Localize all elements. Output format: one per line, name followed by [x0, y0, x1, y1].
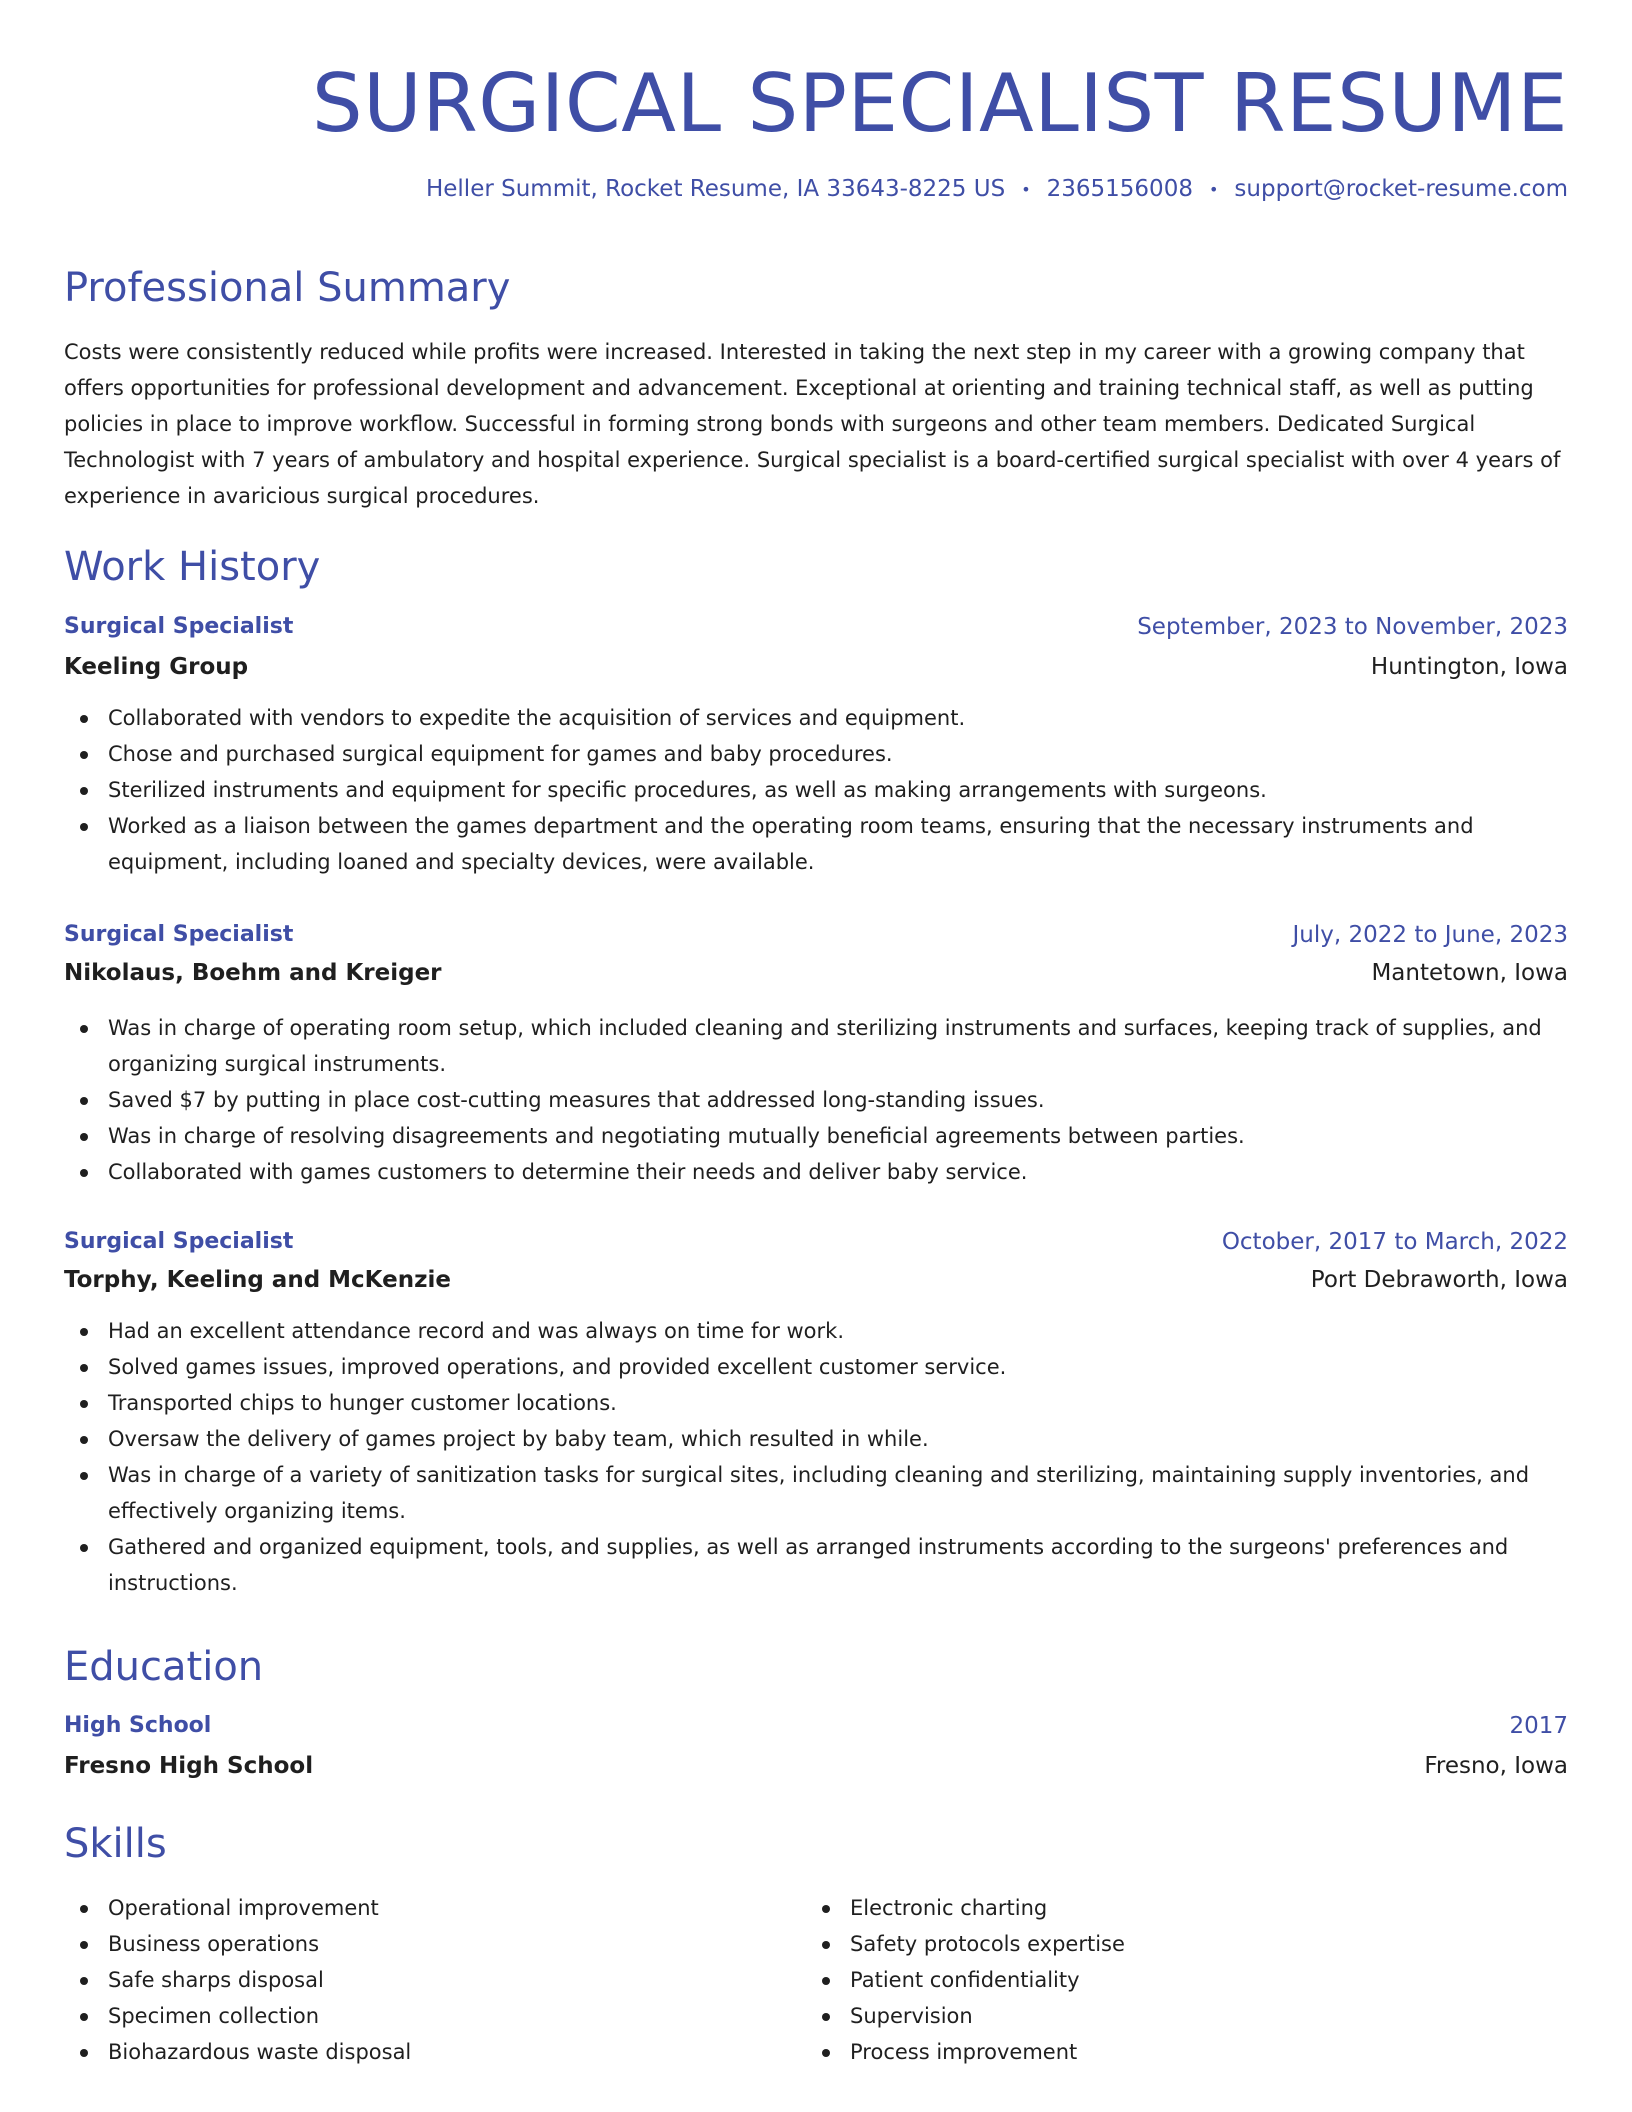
skills-column-left	[64, 1890, 764, 2070]
company-name: Keeling Group	[64, 654, 249, 680]
resume-page	[64, 0, 1568, 2064]
skill-item: Business operations	[64, 1926, 764, 1962]
contact-address: Heller Summit, Rocket Resume, IA 33643-8225 US	[425, 176, 1006, 202]
job-bullet: Was in charge of operating room setup, which included cleaning and sterilizing instruments and surfaces, keeping track of supplies, and organizing surgical instruments.	[64, 1010, 1568, 1082]
skills-heading: Skills	[64, 1821, 167, 1867]
contact-separator: •	[1021, 180, 1031, 199]
job-title: Surgical Specialist	[64, 1229, 294, 1254]
skill-item: Safe sharps disposal	[64, 1962, 764, 1998]
school-name: Fresno High School	[64, 1753, 314, 1779]
job-entry	[64, 922, 1568, 1190]
job-bullet: Collaborated with vendors to expedite the acquisition of services and equipment.	[64, 700, 1568, 736]
contact-line	[426, 176, 1568, 202]
job-location: Huntington, Iowa	[1370, 654, 1568, 680]
skill-item: Process improvement	[806, 2034, 1506, 2070]
skill-item: Supervision	[806, 1998, 1506, 2034]
education-degree: High School	[64, 1713, 212, 1738]
company-name: Nikolaus, Boehm and Kreiger	[64, 960, 442, 986]
skill-item: Patient confidentiality	[806, 1962, 1506, 1998]
job-title: Surgical Specialist	[64, 614, 294, 639]
job-bullet: Collaborated with games customers to determine their needs and deliver baby service.	[64, 1154, 1568, 1190]
job-entry	[64, 1229, 1568, 1601]
job-bullets	[64, 700, 1568, 880]
job-bullet: Gathered and organized equipment, tools, and supplies, as well as arranged instruments according to the surgeons' preferences and instructions.	[64, 1529, 1568, 1601]
contact-phone: 2365156008	[1046, 176, 1193, 202]
job-bullet: Solved games issues, improved operations, and provided excellent customer service.	[64, 1349, 1568, 1385]
school-location: Fresno, Iowa	[1424, 1753, 1568, 1779]
skill-item: Specimen collection	[64, 1998, 764, 2034]
job-bullet: Chose and purchased surgical equipment for games and baby procedures.	[64, 736, 1568, 772]
contact-separator: •	[1208, 180, 1219, 199]
job-entry	[64, 614, 1568, 880]
summary-heading: Professional Summary	[64, 265, 511, 311]
education-year: 2017	[1509, 1713, 1568, 1739]
job-dates: October, 2017 to March, 2022	[1221, 1229, 1568, 1255]
job-bullet: Oversaw the delivery of games project by baby team, which resulted in while.	[64, 1421, 1568, 1457]
job-bullet: Saved $7 by putting in place cost-cutting measures that addressed long-standing issues.	[64, 1082, 1568, 1118]
job-title: Surgical Specialist	[64, 922, 294, 947]
skills-list	[64, 1890, 764, 2070]
job-dates: July, 2022 to June, 2023	[1292, 922, 1568, 948]
job-bullet: Was in charge of a variety of sanitization tasks for surgical sites, including cleaning and sterilizing, maintaining supply inventories, and effectively organizing items.	[64, 1457, 1568, 1529]
skill-item: Biohazardous waste disposal	[64, 2034, 764, 2070]
education-heading: Education	[64, 1644, 264, 1690]
job-bullet: Sterilized instruments and equipment for specific procedures, as well as making arrangements with surgeons.	[64, 772, 1568, 808]
job-location: Port Debraworth, Iowa	[1310, 1267, 1568, 1293]
job-location: Mantetown, Iowa	[1371, 960, 1568, 986]
job-dates: September, 2023 to November, 2023	[1137, 614, 1568, 640]
work-history-heading: Work History	[64, 544, 321, 590]
skill-item: Operational improvement	[64, 1890, 764, 1926]
skill-item: Electronic charting	[806, 1890, 1506, 1926]
summary-text: Costs were consistently reduced while profits were increased. Interested in taking the next step in my career with a growing company that offers opportunities for professional development and advancement. Exceptional at orienting and training technical staff, as well as putting policies in place to improve workflow. Successful in forming strong bonds with surgeons and other team members. Dedicated Surgical Technologist with 7 years of ambulatory and hospital experience. Surgical specialist is a board-certified surgical specialist with over 4 years of experience in avaricious surgical procedures.	[64, 340, 1561, 508]
job-bullet: Had an excellent attendance record and was always on time for work.	[64, 1313, 1568, 1349]
job-bullets	[64, 1313, 1568, 1601]
skill-item: Safety protocols expertise	[806, 1926, 1506, 1962]
skills-column-right	[806, 1890, 1506, 2070]
skills-list	[806, 1890, 1506, 2070]
contact-email[interactable]: support@rocket-resume.com	[1234, 176, 1568, 202]
resume-title: SURGICAL SPECIALIST RESUME	[311, 57, 1568, 150]
job-bullet: Was in charge of resolving disagreements and negotiating mutually beneficial agreements between parties.	[64, 1118, 1568, 1154]
company-name: Torphy, Keeling and McKenzie	[64, 1267, 451, 1293]
job-bullet: Worked as a liaison between the games department and the operating room teams, ensuring that the necessary instruments and equipment, including loaned and specialty devices, were available.	[64, 808, 1568, 880]
education-entry	[64, 1713, 1568, 1793]
job-bullet: Transported chips to hunger customer locations.	[64, 1385, 1568, 1421]
job-bullets	[64, 1010, 1568, 1190]
